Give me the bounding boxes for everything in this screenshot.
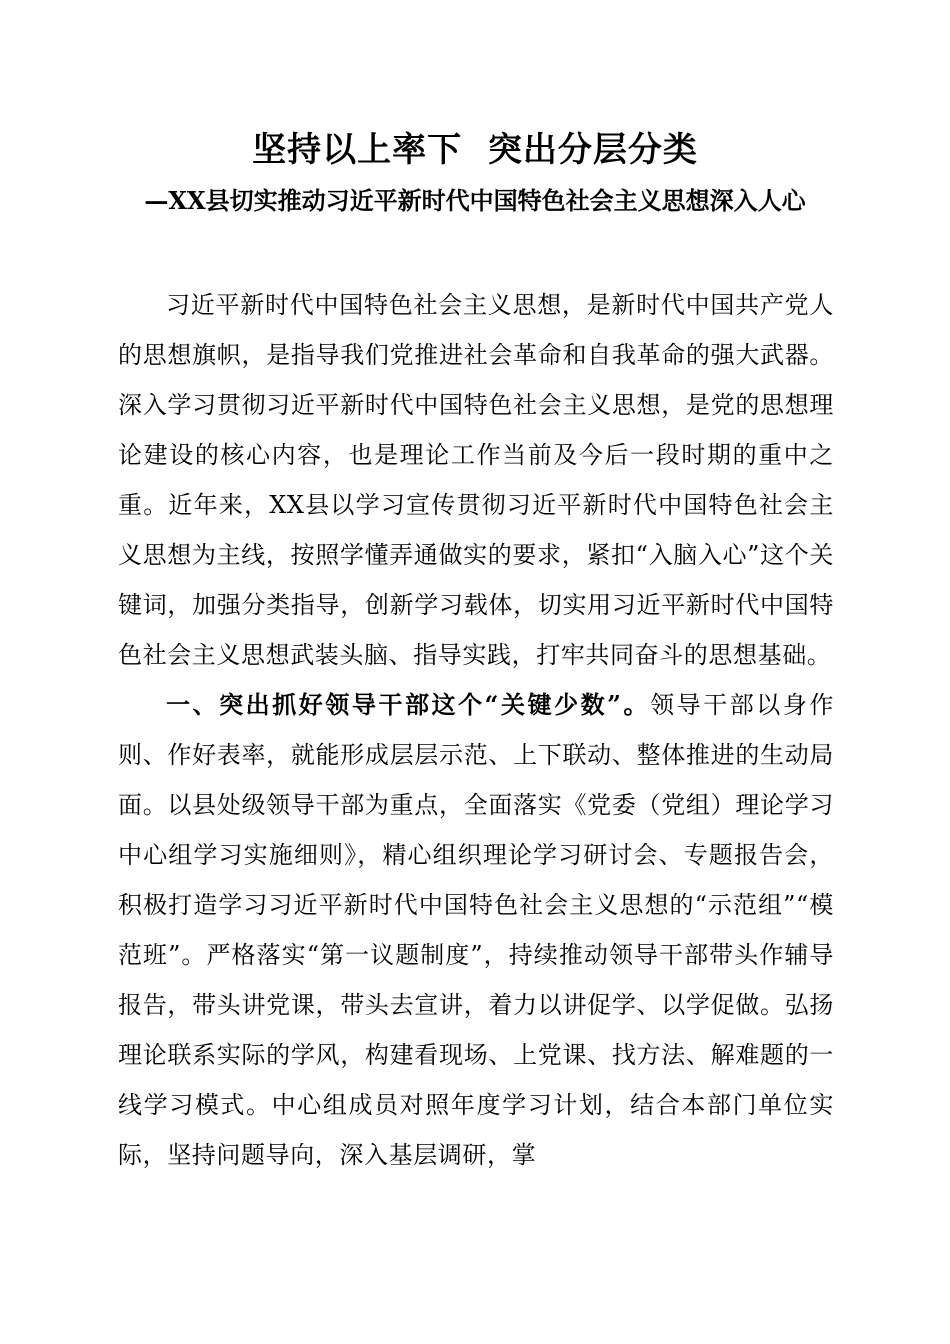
paragraph-section-1 (118, 680, 834, 1180)
document-body (118, 280, 834, 1180)
document-title: 坚持以上率下 突出分层分类 (252, 130, 698, 170)
paragraph-section-1-text: 领导干部以身作则、作好表率，就能形成层层示范、上下联动、整体推进的生动局面。以县处级领导干部为重点，全面落实《党委（党组）理论学习中心组学习实施细则》，精心组织理论学习研讨会、专题报告会，积极打造学习习近平新时代中国特色社会主义思想的“示范组”“模范班”。严格落实“第一议题制度”，持续推动领导干部带头作辅导报告，带头讲党课，带头去宣讲，着力以讲促学、以学促做。弘扬理论联系实际的学风，构建看现场、上党课、找方法、解难题的一线学习模式。中心组成员对照年度学习计划，结合本部门单位实际，坚持问题导向，深入基层调研，掌 (118, 691, 835, 1169)
paragraph-intro (118, 280, 834, 680)
document-subtitle: —XX县切实推动习近平新时代中国特色社会主义思想深入人心 (144, 186, 806, 215)
paragraph-intro-text: 习近平新时代中国特色社会主义思想，是新时代中国共产党人的思想旗帜，是指导我们党推进社会革命和自我革命的强大武器。深入学习贯彻习近平新时代中国特色社会主义思想，是党的思想理论建设的核心内容，也是理论工作当前及今后一段时期的重中之重。近年来，XX县以学习宣传贯彻习近平新时代中国特色社会主义思想为主线，按照学懂弄通做实的要求，紧扣“入脑入心”这个关键词，加强分类指导，创新学习载体，切实用习近平新时代中国特色社会主义思想武装头脑、指导实践，打牢共同奋斗的思想基础。 (118, 291, 834, 669)
section-1-heading: 一、突出抓好领导干部这个“关键少数”。 (166, 690, 651, 719)
